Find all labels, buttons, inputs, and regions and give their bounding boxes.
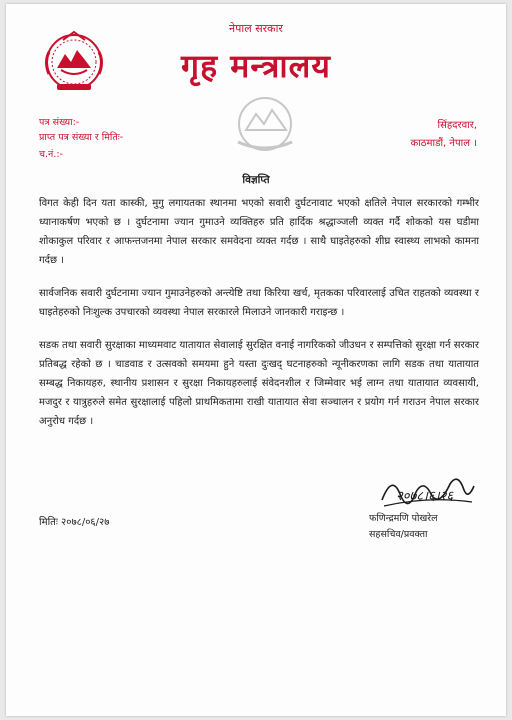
signature [378,466,478,514]
signature-date-text: २०७८।६।२६ [396,489,454,504]
received-letter-label: प्राप्त पत्र संख्या र मितिः- [39,132,124,143]
notice-paragraph: सडक तथा सवारी सुरक्षाका माध्यमवाट यातायात सेवालाई सुरक्षित वनाई नागरिकको जीउधन र सम्पत्तिको सुरक्षा गर्न सरकार प्रतिबद्ध रहेको छ । चाडवाड र उत्सवको समयमा हुने यस्ता दुःखद् घटनाहरुको न्यूनीकरणका लागि सडक तथा यातायात सम्बद्ध निकायहरु, स्थानीय प्रशासन र सुरक्षा निकायहरुलाई संवेदनशील र जिम्मेवार भई लाग्न तथा यातायात व्यवसायी, मजदुर र यात्रुहरुले समेत सुरक्षालाई पहिलो प्राथमिकतामा राखी यातायात सेवा सञ्चालन र प्रयोग गर्न गराउन नेपाल सरकार अनुरोध गर्दछ । [39,340,479,427]
nepal-emblem-watermark-icon [228,92,302,158]
notice-paragraph: सार्वजनिक सवारी दुर्घटनामा ज्यान गुमाउनेहरुको अन्त्येष्टि तथा किरिया खर्च, मृतकका परिवारलाई उचित राहतको व्यवस्था र घाइतेहरुको निःशुल्क उपचारको व्यवस्था नेपाल सरकारले मिलाउने जानकारी गराइन्छ । [39,288,479,318]
notice-paragraph: विगत केही दिन यता कास्की, मुगु लगायतका स्थानमा भएको सवारी दुर्घटनावाट भएको क्षतिले नेपाल सरकारको गम्भीर ध्यानाकर्षण भएको छ । दुर्घटनामा ज्यान गुमाउने व्यक्तिहरु प्रति हार्दिक श्रद्धाञ्जली व्यक्त गर्दै शोकको यस घडीमा शोकाकुल परिवार र आफन्तजनमा नेपाल सरकार समवेदना व्यक्त गर्दछ । साथै घाइतेहरुको शीघ्र स्वास्थ्य लाभको कामना गर्दछ । [39,198,479,266]
notice-body [39,194,479,445]
dispatch-number-label: च.नं.:- [39,149,63,160]
letter-number-label: पत्र संख्या:- [39,117,80,128]
letterhead-page [6,4,506,716]
address-line-2: काठमाडौं, नेपाल । [410,138,477,149]
issue-date: मितिः २०७८/०६/२७ [39,517,110,528]
government-name: नेपाल सरकार [229,22,283,35]
address-line-1: सिंहदरवार, [437,120,477,131]
notice-title: विज्ञप्ति [242,174,270,186]
signatory-name: फणिन्द्रमणि पोखरेल [369,513,438,524]
ministry-name: गृह मन्त्रालय [181,47,331,85]
signatory-post: सहसचिव/प्रवक्ता [369,529,428,540]
